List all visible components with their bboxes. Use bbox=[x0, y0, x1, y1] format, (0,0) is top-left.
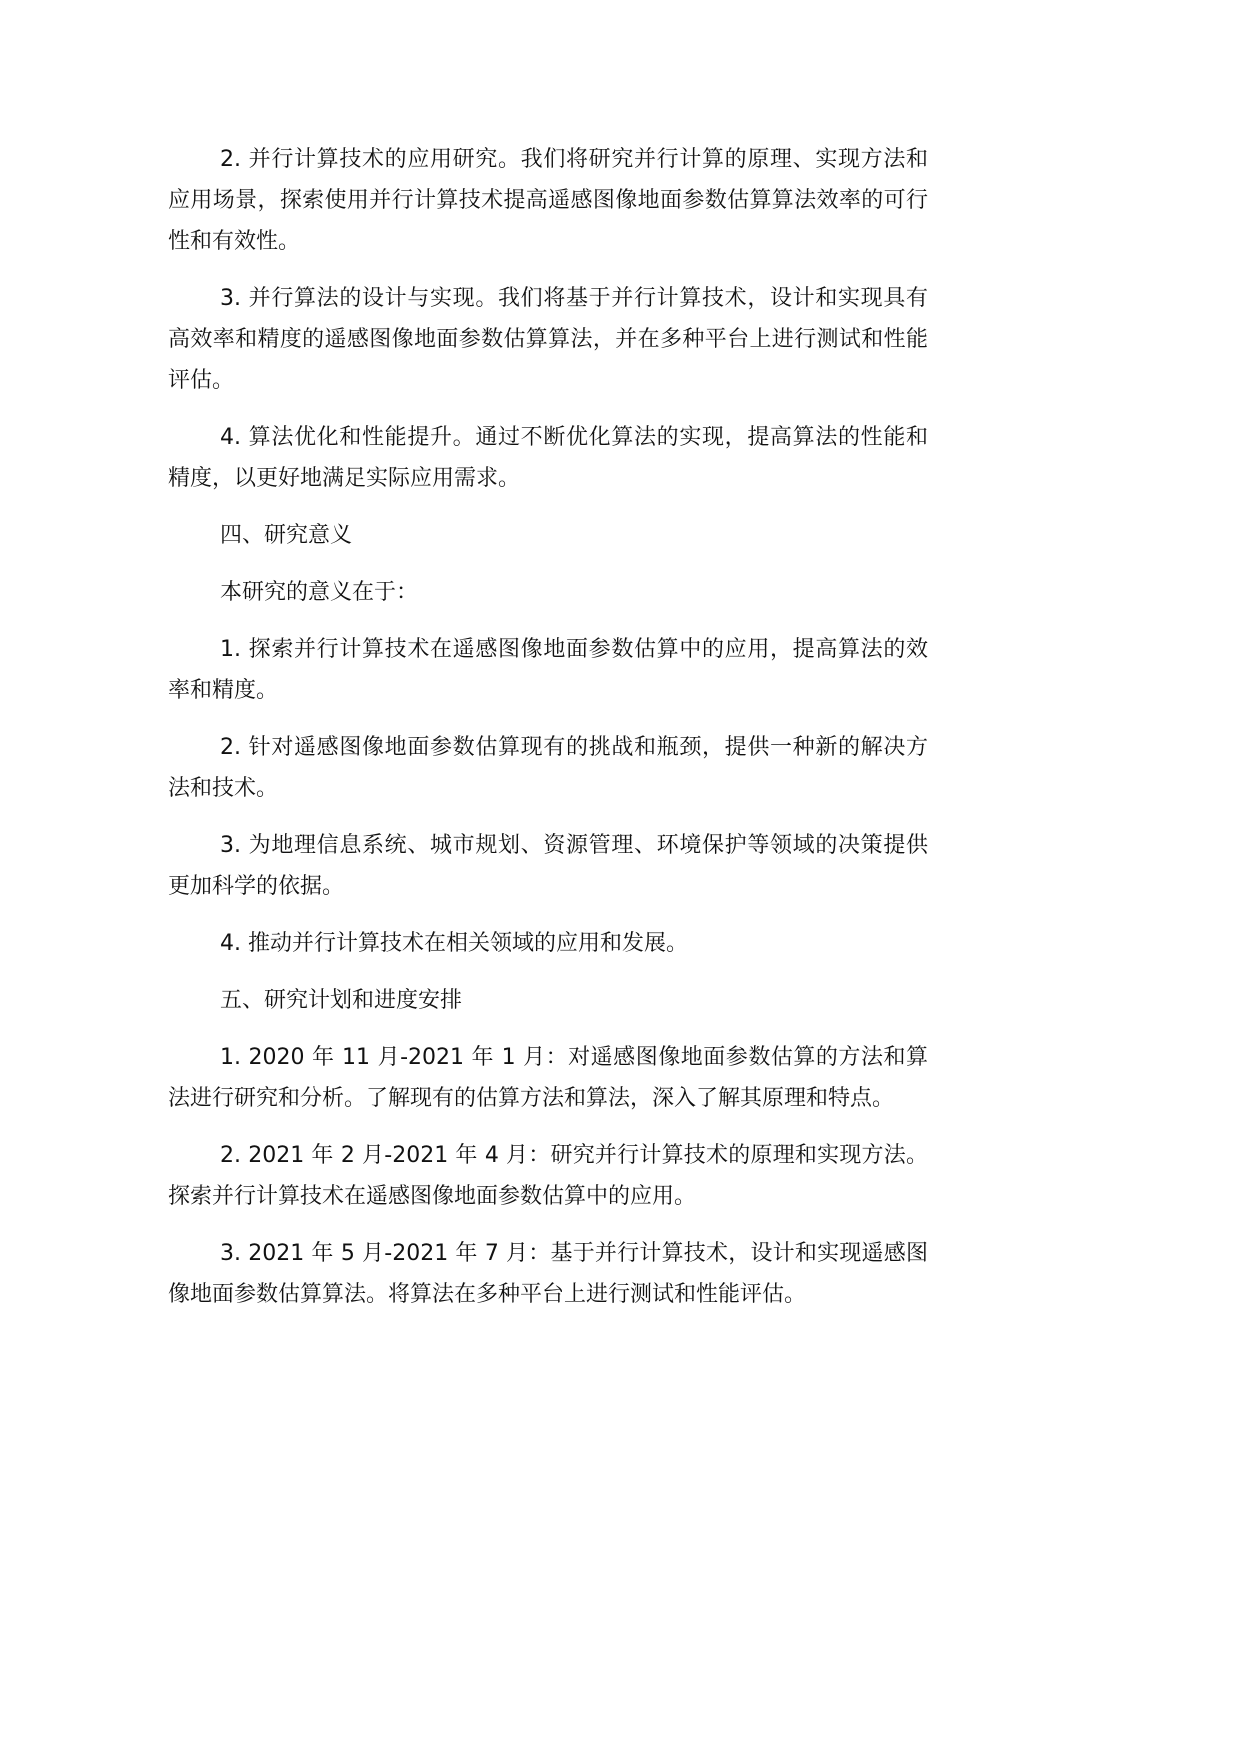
paragraph-schedule-1: 1. 2020 年 11 月-2021 年 1 月：对遥感图像地面参数估算的方法和算法进行研究和分析。了解现有的估算方法和算法，深入了解其原理和特点。 bbox=[168, 1045, 928, 1111]
paragraph-significance-3: 3. 为地理信息系统、城市规划、资源管理、环境保护等领域的决策提供更加科学的依据。 bbox=[168, 833, 928, 899]
document-page bbox=[168, 139, 928, 1331]
paragraph-algorithm-optimization: 4. 算法优化和性能提升。通过不断优化算法的实现，提高算法的性能和精度，以更好地满足实际应用需求。 bbox=[168, 425, 928, 491]
paragraph-parallel-computing-research: 2. 并行计算技术的应用研究。我们将研究并行计算的原理、实现方法和应用场景，探索使用并行计算技术提高遥感图像地面参数估算算法效率的可行性和有效性。 bbox=[168, 147, 928, 254]
paragraph-significance-4: 4. 推动并行计算技术在相关领域的应用和发展。 bbox=[220, 931, 688, 956]
paragraph-significance-2: 2. 针对遥感图像地面参数估算现有的挑战和瓶颈，提供一种新的解决方法和技术。 bbox=[168, 735, 928, 801]
paragraph-schedule-3: 3. 2021 年 5 月-2021 年 7 月：基于并行计算技术，设计和实现遥感图像地面参数估算算法。将算法在多种平台上进行测试和性能评估。 bbox=[168, 1241, 928, 1307]
paragraph-parallel-algorithm-design: 3. 并行算法的设计与实现。我们将基于并行计算技术，设计和实现具有高效率和精度的遥感图像地面参数估算算法，并在多种平台上进行测试和性能评估。 bbox=[168, 286, 928, 393]
section-heading-significance: 四、研究意义 bbox=[220, 523, 353, 548]
section-heading-schedule: 五、研究计划和进度安排 bbox=[220, 988, 463, 1013]
paragraph-schedule-2: 2. 2021 年 2 月-2021 年 4 月：研究并行计算技术的原理和实现方法。探索并行计算技术在遥感图像地面参数估算中的应用。 bbox=[168, 1143, 928, 1209]
paragraph-significance-intro: 本研究的意义在于： bbox=[220, 580, 419, 605]
paragraph-significance-1: 1. 探索并行计算技术在遥感图像地面参数估算中的应用，提高算法的效率和精度。 bbox=[168, 637, 928, 703]
